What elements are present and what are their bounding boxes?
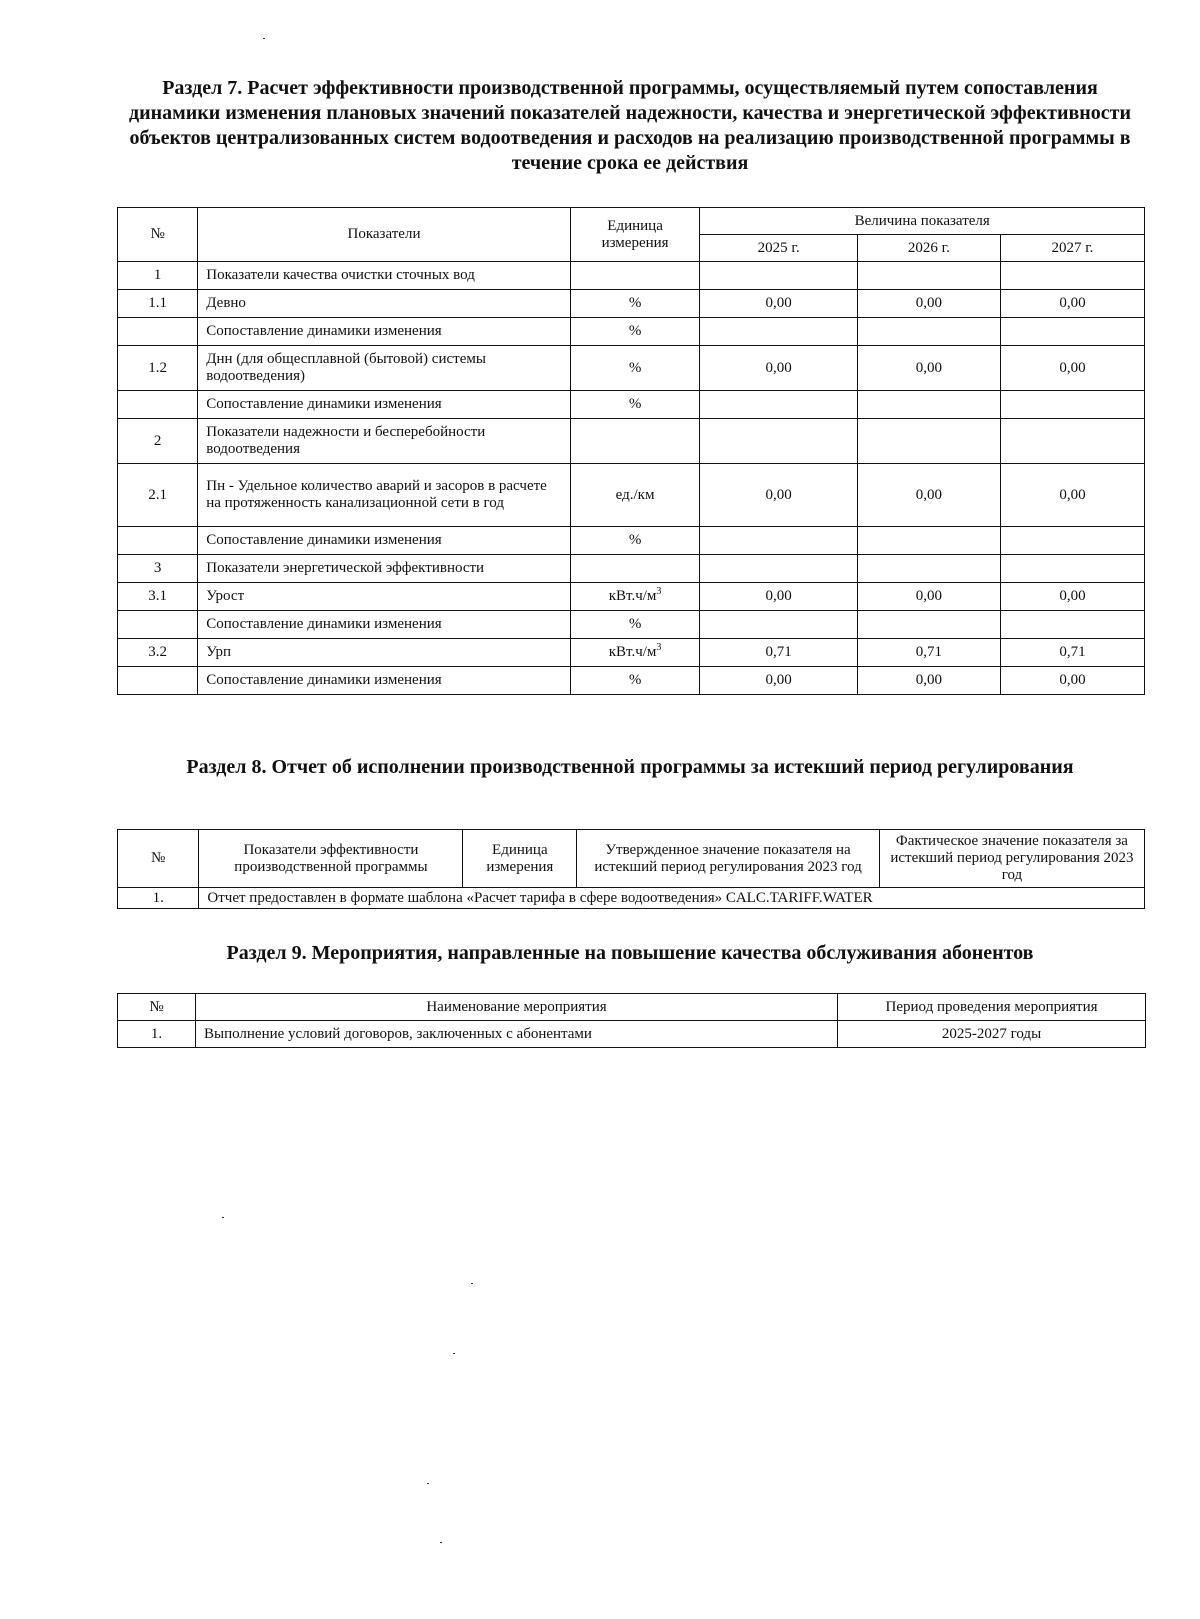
s8-header-approved: Утвержденное значение показателя на истекший период регулирования 2023 год	[577, 830, 880, 888]
row-value-2025: 0,00	[700, 464, 857, 527]
table-row	[118, 888, 1145, 909]
section-7-table	[117, 207, 1145, 695]
section-7-title: Раздел 7. Расчет эффективности производственной программы, осуществляемый путем сопоставления динамики изменения плановых значений показателей надежности, качества и энергетической эффективности объектов централизованных систем водоотведения и расходов на реализацию производственной программы в течение срока ее действия	[128, 77, 1132, 174]
row-value-2027: 0,00	[1000, 667, 1144, 695]
unit-text: кВт.ч/м	[608, 644, 657, 660]
row-unit: %	[570, 346, 700, 391]
unit-superscript: 3	[656, 586, 662, 597]
s9-row-num: 1.	[118, 1021, 196, 1048]
row-value-2027: 0,71	[1000, 639, 1144, 667]
row-indicator-name: Урп	[198, 639, 571, 667]
row-unit	[570, 639, 700, 667]
s8-row-num: 1.	[118, 888, 199, 909]
s8-header-num: №	[118, 830, 199, 888]
table-row	[118, 1021, 1146, 1048]
row-value-2027: 0,00	[1000, 583, 1144, 611]
s9-header-period: Период проведения мероприятия	[838, 994, 1146, 1021]
scan-speck	[222, 1217, 224, 1218]
table-row	[118, 391, 1145, 419]
row-indicator-name: Сопоставление динамики изменения	[198, 667, 571, 695]
table-row	[118, 555, 1145, 583]
row-value-2026: 0,00	[857, 290, 1000, 318]
row-value-2025: 0,00	[700, 346, 857, 391]
row-indicator-name: Днн (для общесплавной (бытовой) системы водоотведения)	[198, 346, 571, 391]
row-unit	[570, 583, 700, 611]
table-row	[118, 583, 1145, 611]
s8-header-unit: Единица измерения	[463, 830, 577, 888]
header-unit: Единица измерения	[570, 208, 700, 262]
row-num: 1	[118, 262, 198, 290]
row-value-2026	[857, 318, 1000, 346]
s9-header-name: Наименование мероприятия	[196, 994, 838, 1021]
table-row	[118, 639, 1145, 667]
row-value-2027	[1000, 318, 1144, 346]
row-value-2026	[857, 527, 1000, 555]
row-unit: %	[570, 391, 700, 419]
row-value-2025: 0,71	[700, 639, 857, 667]
row-value-2027: 0,00	[1000, 464, 1144, 527]
s9-row-name: Выполнение условий договоров, заключенных с абонентами	[196, 1021, 838, 1048]
row-num: 1.1	[118, 290, 198, 318]
s8-header-actual: Фактическое значение показателя за истекший период регулирования 2023 год	[879, 830, 1144, 888]
row-value-2025	[700, 611, 857, 639]
row-value-2027	[1000, 419, 1144, 464]
row-indicator-name: Сопоставление динамики изменения	[198, 391, 571, 419]
section-8-title: Раздел 8. Отчет об исполнении производственной программы за истекший период регулирования	[186, 756, 1074, 778]
row-value-2025	[700, 391, 857, 419]
row-num: 2.1	[118, 464, 198, 527]
row-indicator-name: Урост	[198, 583, 571, 611]
row-num: 3	[118, 555, 198, 583]
header-year-2026: 2026 г.	[857, 235, 1000, 262]
row-value-2025	[700, 555, 857, 583]
row-num	[118, 611, 198, 639]
row-num: 2	[118, 419, 198, 464]
scan-speck	[427, 1483, 429, 1484]
row-value-2026	[857, 555, 1000, 583]
row-indicator-name: Показатели надежности и бесперебойности водоотведения	[198, 419, 571, 464]
row-value-2025	[700, 527, 857, 555]
row-num	[118, 391, 198, 419]
scan-speck	[453, 1353, 455, 1354]
row-value-2026	[857, 262, 1000, 290]
row-indicator-name: Девно	[198, 290, 571, 318]
s9-header-num: №	[118, 994, 196, 1021]
row-num	[118, 667, 198, 695]
section-9-title: Раздел 9. Мероприятия, направленные на повышение качества обслуживания абонентов	[226, 942, 1034, 964]
row-value-2025	[700, 318, 857, 346]
s8-row-text: Отчет предоставлен в формате шаблона «Расчет тарифа в сфере водоотведения» CALC.TARIFF.WATER	[199, 888, 1145, 909]
row-value-2027	[1000, 611, 1144, 639]
section-8-table	[117, 829, 1145, 909]
header-value-group: Величина показателя	[700, 208, 1145, 235]
scan-speck	[263, 38, 265, 39]
row-value-2026	[857, 611, 1000, 639]
header-year-2025: 2025 г.	[700, 235, 857, 262]
row-unit: %	[570, 611, 700, 639]
header-num: №	[118, 208, 198, 262]
table-row	[118, 318, 1145, 346]
row-value-2026: 0,00	[857, 346, 1000, 391]
row-value-2025	[700, 419, 857, 464]
row-unit: ед./км	[570, 464, 700, 527]
header-indicators: Показатели	[198, 208, 571, 262]
table-row	[118, 262, 1145, 290]
row-indicator-name: Сопоставление динамики изменения	[198, 527, 571, 555]
row-value-2027	[1000, 391, 1144, 419]
row-value-2027	[1000, 262, 1144, 290]
s9-row-period: 2025-2027 годы	[838, 1021, 1146, 1048]
row-value-2026: 0,00	[857, 464, 1000, 527]
row-value-2027	[1000, 555, 1144, 583]
row-unit: %	[570, 290, 700, 318]
row-unit: %	[570, 667, 700, 695]
row-indicator-name: Показатели качества очистки сточных вод	[198, 262, 571, 290]
row-num	[118, 527, 198, 555]
table-row	[118, 346, 1145, 391]
row-value-2027: 0,00	[1000, 290, 1144, 318]
row-num	[118, 318, 198, 346]
row-value-2027	[1000, 527, 1144, 555]
unit-text: кВт.ч/м	[608, 588, 657, 604]
row-unit: %	[570, 527, 700, 555]
section-8-header-row	[118, 830, 1145, 888]
row-value-2027: 0,00	[1000, 346, 1144, 391]
section-9-table	[117, 993, 1146, 1048]
scan-speck	[440, 1542, 442, 1543]
unit-superscript: 3	[656, 642, 662, 653]
section-9-header-row	[118, 994, 1146, 1021]
row-value-2026	[857, 419, 1000, 464]
row-indicator-name: Сопоставление динамики изменения	[198, 318, 571, 346]
row-value-2025	[700, 262, 857, 290]
row-indicator-name: Пн - Удельное количество аварий и засоров в расчете на протяженность канализационной сети в год	[198, 464, 571, 527]
row-num: 3.2	[118, 639, 198, 667]
row-num: 1.2	[118, 346, 198, 391]
row-value-2025: 0,00	[700, 290, 857, 318]
table-row	[118, 667, 1145, 695]
row-value-2025: 0,00	[700, 583, 857, 611]
row-value-2026	[857, 391, 1000, 419]
row-value-2025: 0,00	[700, 667, 857, 695]
row-unit	[570, 262, 700, 290]
row-unit	[570, 555, 700, 583]
row-num: 3.1	[118, 583, 198, 611]
row-unit: %	[570, 318, 700, 346]
table-row	[118, 419, 1145, 464]
header-year-2027: 2027 г.	[1000, 235, 1144, 262]
row-value-2026: 0,00	[857, 583, 1000, 611]
table-row	[118, 527, 1145, 555]
row-indicator-name: Показатели энергетической эффективности	[198, 555, 571, 583]
s8-header-indicators: Показатели эффективности производственной программы	[199, 830, 463, 888]
section-7-table-body	[118, 262, 1145, 695]
row-unit	[570, 419, 700, 464]
scan-speck	[471, 1283, 473, 1284]
row-value-2026: 0,71	[857, 639, 1000, 667]
table-row	[118, 290, 1145, 318]
row-indicator-name: Сопоставление динамики изменения	[198, 611, 571, 639]
table-row	[118, 611, 1145, 639]
row-value-2026: 0,00	[857, 667, 1000, 695]
table-row	[118, 464, 1145, 527]
